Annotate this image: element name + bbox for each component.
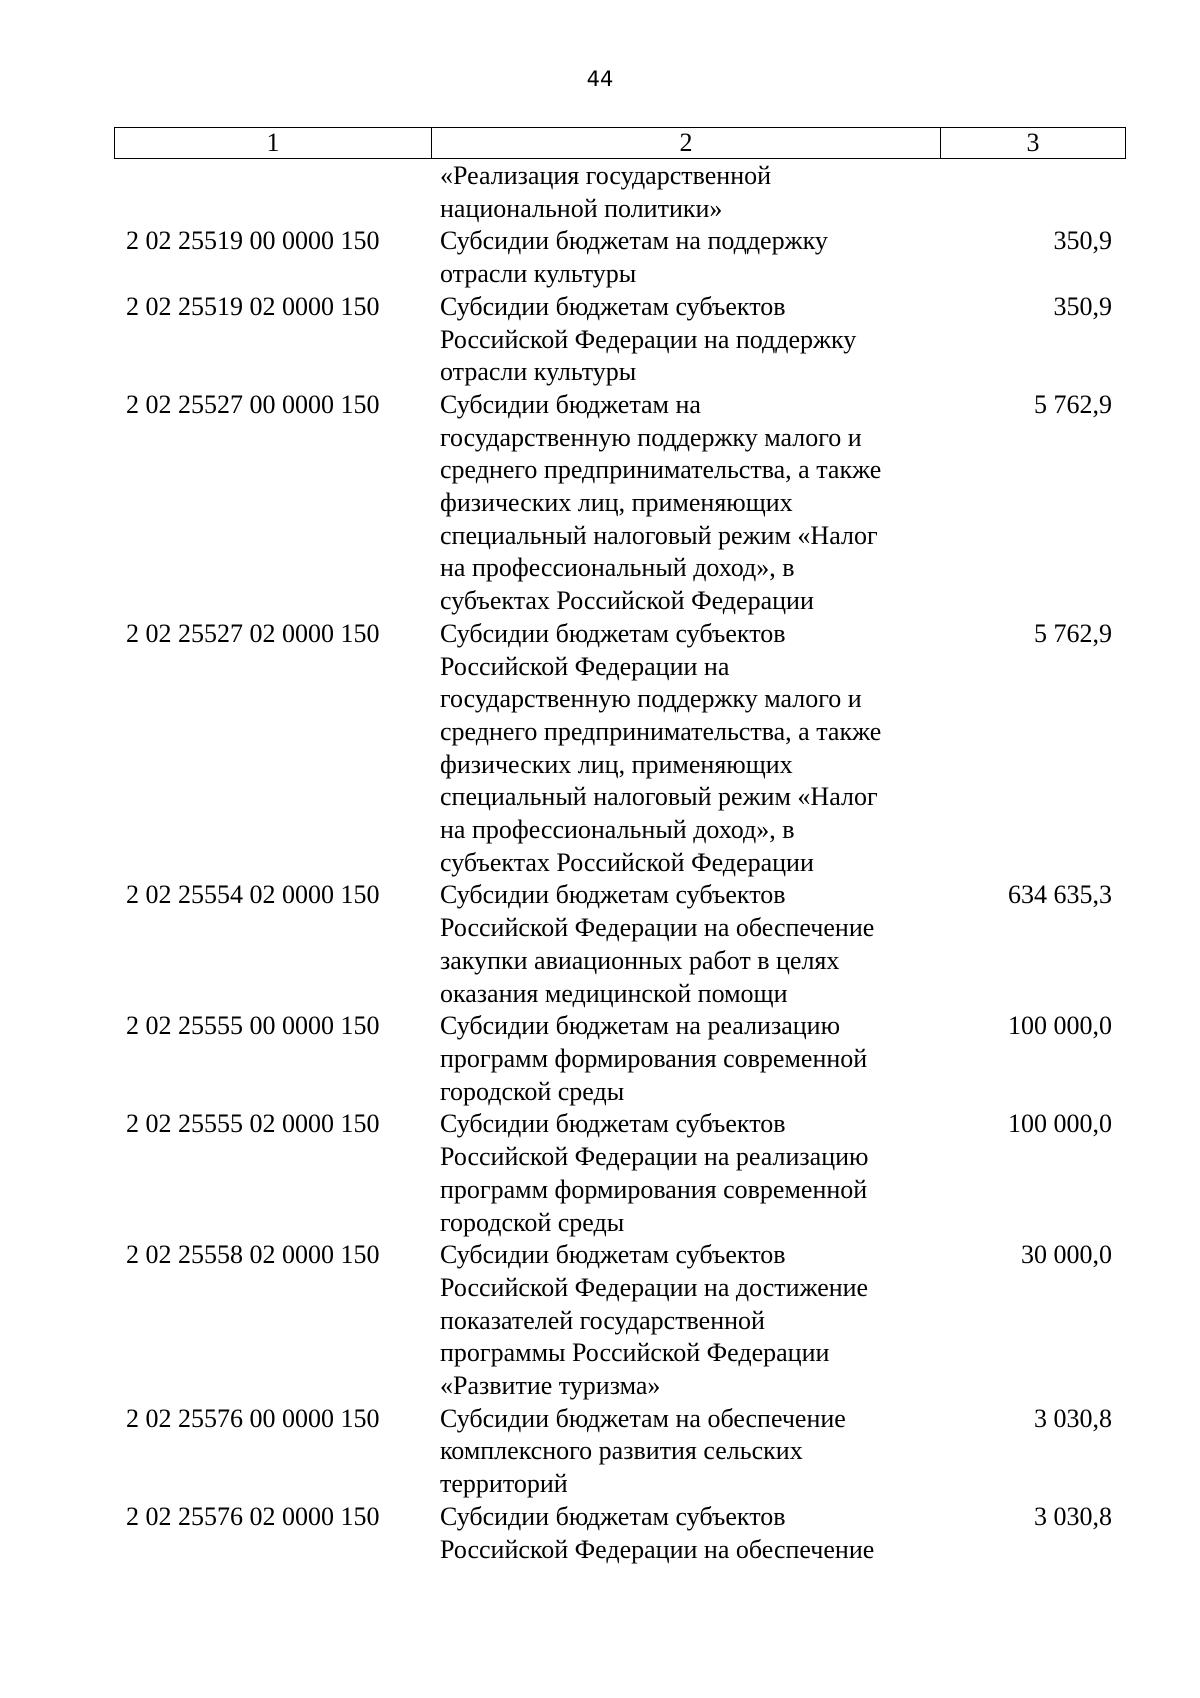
budget-code-cell <box>114 160 430 225</box>
revenue-name-line: специальный налоговый режим «Налог <box>440 782 878 812</box>
column-header-table <box>114 127 1126 159</box>
budget-code-cell: 2 02 25558 02 0000 150 <box>126 1240 380 1270</box>
column-header-row <box>115 128 1126 159</box>
revenue-name-cell <box>430 225 938 290</box>
revenue-name-line: территорий <box>440 1469 568 1499</box>
revenue-name-line: национальной политики» <box>440 193 723 223</box>
revenue-name-line: Субсидии бюджетам субъектов <box>440 618 786 648</box>
revenue-name-cell <box>430 1239 938 1403</box>
revenue-name-line: Российской Федерации на обеспечение <box>440 913 875 943</box>
budget-code-cell: 2 02 25576 02 0000 150 <box>126 1501 380 1531</box>
revenue-name-line: программ формирования современной <box>440 1043 868 1073</box>
revenue-name-line: государственную поддержку малого и <box>440 684 862 714</box>
revenue-name-line: отрасли культуры <box>440 357 637 387</box>
budget-code-cell: 2 02 25555 00 0000 150 <box>126 1011 380 1041</box>
amount-cell: 350,9 <box>1053 226 1112 256</box>
table-row <box>114 1108 1122 1239</box>
revenue-name-line: Субсидии бюджетам на обеспечение <box>440 1403 846 1433</box>
revenue-name-line: Субсидии бюджетам на <box>440 389 701 419</box>
revenue-name-line: Российской Федерации на поддержку <box>440 324 857 354</box>
revenue-name-cell <box>430 618 938 880</box>
revenue-name-line: специальный налоговый режим «Налог <box>440 520 878 550</box>
amount-cell: 350,9 <box>1053 291 1112 321</box>
revenue-name-line: физических лиц, применяющих <box>440 749 793 779</box>
revenue-name-line: среднего предпринимательства, а также <box>440 455 882 485</box>
revenue-name-line: Субсидии бюджетам субъектов <box>440 1109 786 1139</box>
revenue-name-line: Субсидии бюджетам субъектов <box>440 880 786 910</box>
revenue-name-cell <box>430 291 938 389</box>
revenue-name-line: Российской Федерации на обеспечение <box>440 1534 875 1564</box>
amount-cell: 100 000,0 <box>1008 1011 1112 1041</box>
revenue-name-line: государственную поддержку малого и <box>440 422 862 452</box>
column-header-2: 2 <box>432 128 941 159</box>
table-row <box>114 225 1122 290</box>
revenue-name-line: физических лиц, применяющих <box>440 488 793 518</box>
revenue-name-line: Субсидии бюджетам на поддержку <box>440 226 828 256</box>
table-row <box>114 1010 1122 1108</box>
budget-code-cell: 2 02 25576 00 0000 150 <box>126 1403 380 1433</box>
revenue-name-line: на профессиональный доход», в <box>440 815 795 845</box>
revenue-name-line: субъектах Российской Федерации <box>440 586 814 616</box>
table-body <box>114 160 1122 1566</box>
revenue-name-line: «Развитие туризма» <box>440 1371 661 1401</box>
table-row <box>114 160 1122 225</box>
revenue-name-line: комплексного развития сельских <box>440 1436 803 1466</box>
amount-cell: 5 762,9 <box>1034 618 1112 648</box>
revenue-name-line: Российской Федерации на <box>440 651 730 681</box>
revenue-name-cell <box>430 1403 938 1501</box>
table-row <box>114 1501 1122 1566</box>
table-row <box>114 879 1122 1010</box>
budget-code-cell: 2 02 25554 02 0000 150 <box>126 880 380 910</box>
column-header-3: 3 <box>941 128 1126 159</box>
revenue-name-line: Субсидии бюджетам на реализацию <box>440 1011 841 1041</box>
revenue-name-line: «Реализация государственной <box>440 161 772 190</box>
revenue-name-cell <box>430 1010 938 1108</box>
amount-cell: 100 000,0 <box>1008 1109 1112 1139</box>
revenue-name-line: показателей государственной <box>440 1305 765 1335</box>
revenue-name-line: программы Российской Федерации <box>440 1338 830 1368</box>
budget-code-cell: 2 02 25527 00 0000 150 <box>126 389 380 419</box>
amount-cell: 5 762,9 <box>1034 389 1112 419</box>
budget-code-cell: 2 02 25519 02 0000 150 <box>126 291 380 321</box>
amount-cell: 634 635,3 <box>1008 880 1112 910</box>
revenue-name-line: городской среды <box>440 1207 625 1237</box>
table-row <box>114 389 1122 618</box>
revenue-name-cell <box>430 879 938 1010</box>
page-number: 44 <box>586 67 614 91</box>
revenue-name-line: оказания медицинской помощи <box>440 978 788 1008</box>
revenue-name-line: среднего предпринимательства, а также <box>440 716 882 746</box>
column-header-1: 1 <box>115 128 432 159</box>
revenue-name-line: отрасли культуры <box>440 259 637 289</box>
amount-cell: 3 030,8 <box>1034 1403 1112 1433</box>
amount-cell <box>938 160 1122 225</box>
revenue-name-cell <box>430 1108 938 1239</box>
revenue-name-line: Российской Федерации на реализацию <box>440 1142 869 1172</box>
revenue-name-cell <box>430 1501 938 1566</box>
budget-code-cell: 2 02 25519 00 0000 150 <box>126 226 380 256</box>
table-row <box>114 1403 1122 1501</box>
revenue-name-line: Российской Федерации на достижение <box>440 1272 869 1302</box>
revenue-name-line: субъектах Российской Федерации <box>440 847 814 877</box>
revenue-name-cell <box>430 389 938 618</box>
table-row <box>114 618 1122 880</box>
budget-code-cell: 2 02 25527 02 0000 150 <box>126 618 380 648</box>
revenue-name-line: городской среды <box>440 1076 625 1106</box>
revenue-name-cell <box>430 160 938 225</box>
table-row <box>114 291 1122 389</box>
revenue-name-line: Субсидии бюджетам субъектов <box>440 1501 786 1531</box>
amount-cell: 3 030,8 <box>1034 1501 1112 1531</box>
revenue-name-line: Субсидии бюджетам субъектов <box>440 291 786 321</box>
revenue-name-line: программ формирования современной <box>440 1174 868 1204</box>
table-row <box>114 1239 1122 1403</box>
revenue-name-line: Субсидии бюджетам субъектов <box>440 1240 786 1270</box>
revenue-name-line: на профессиональный доход», в <box>440 553 795 583</box>
amount-cell: 30 000,0 <box>1021 1240 1112 1270</box>
revenue-name-line: закупки авиационных работ в целях <box>440 945 840 975</box>
budget-code-cell: 2 02 25555 02 0000 150 <box>126 1109 380 1139</box>
